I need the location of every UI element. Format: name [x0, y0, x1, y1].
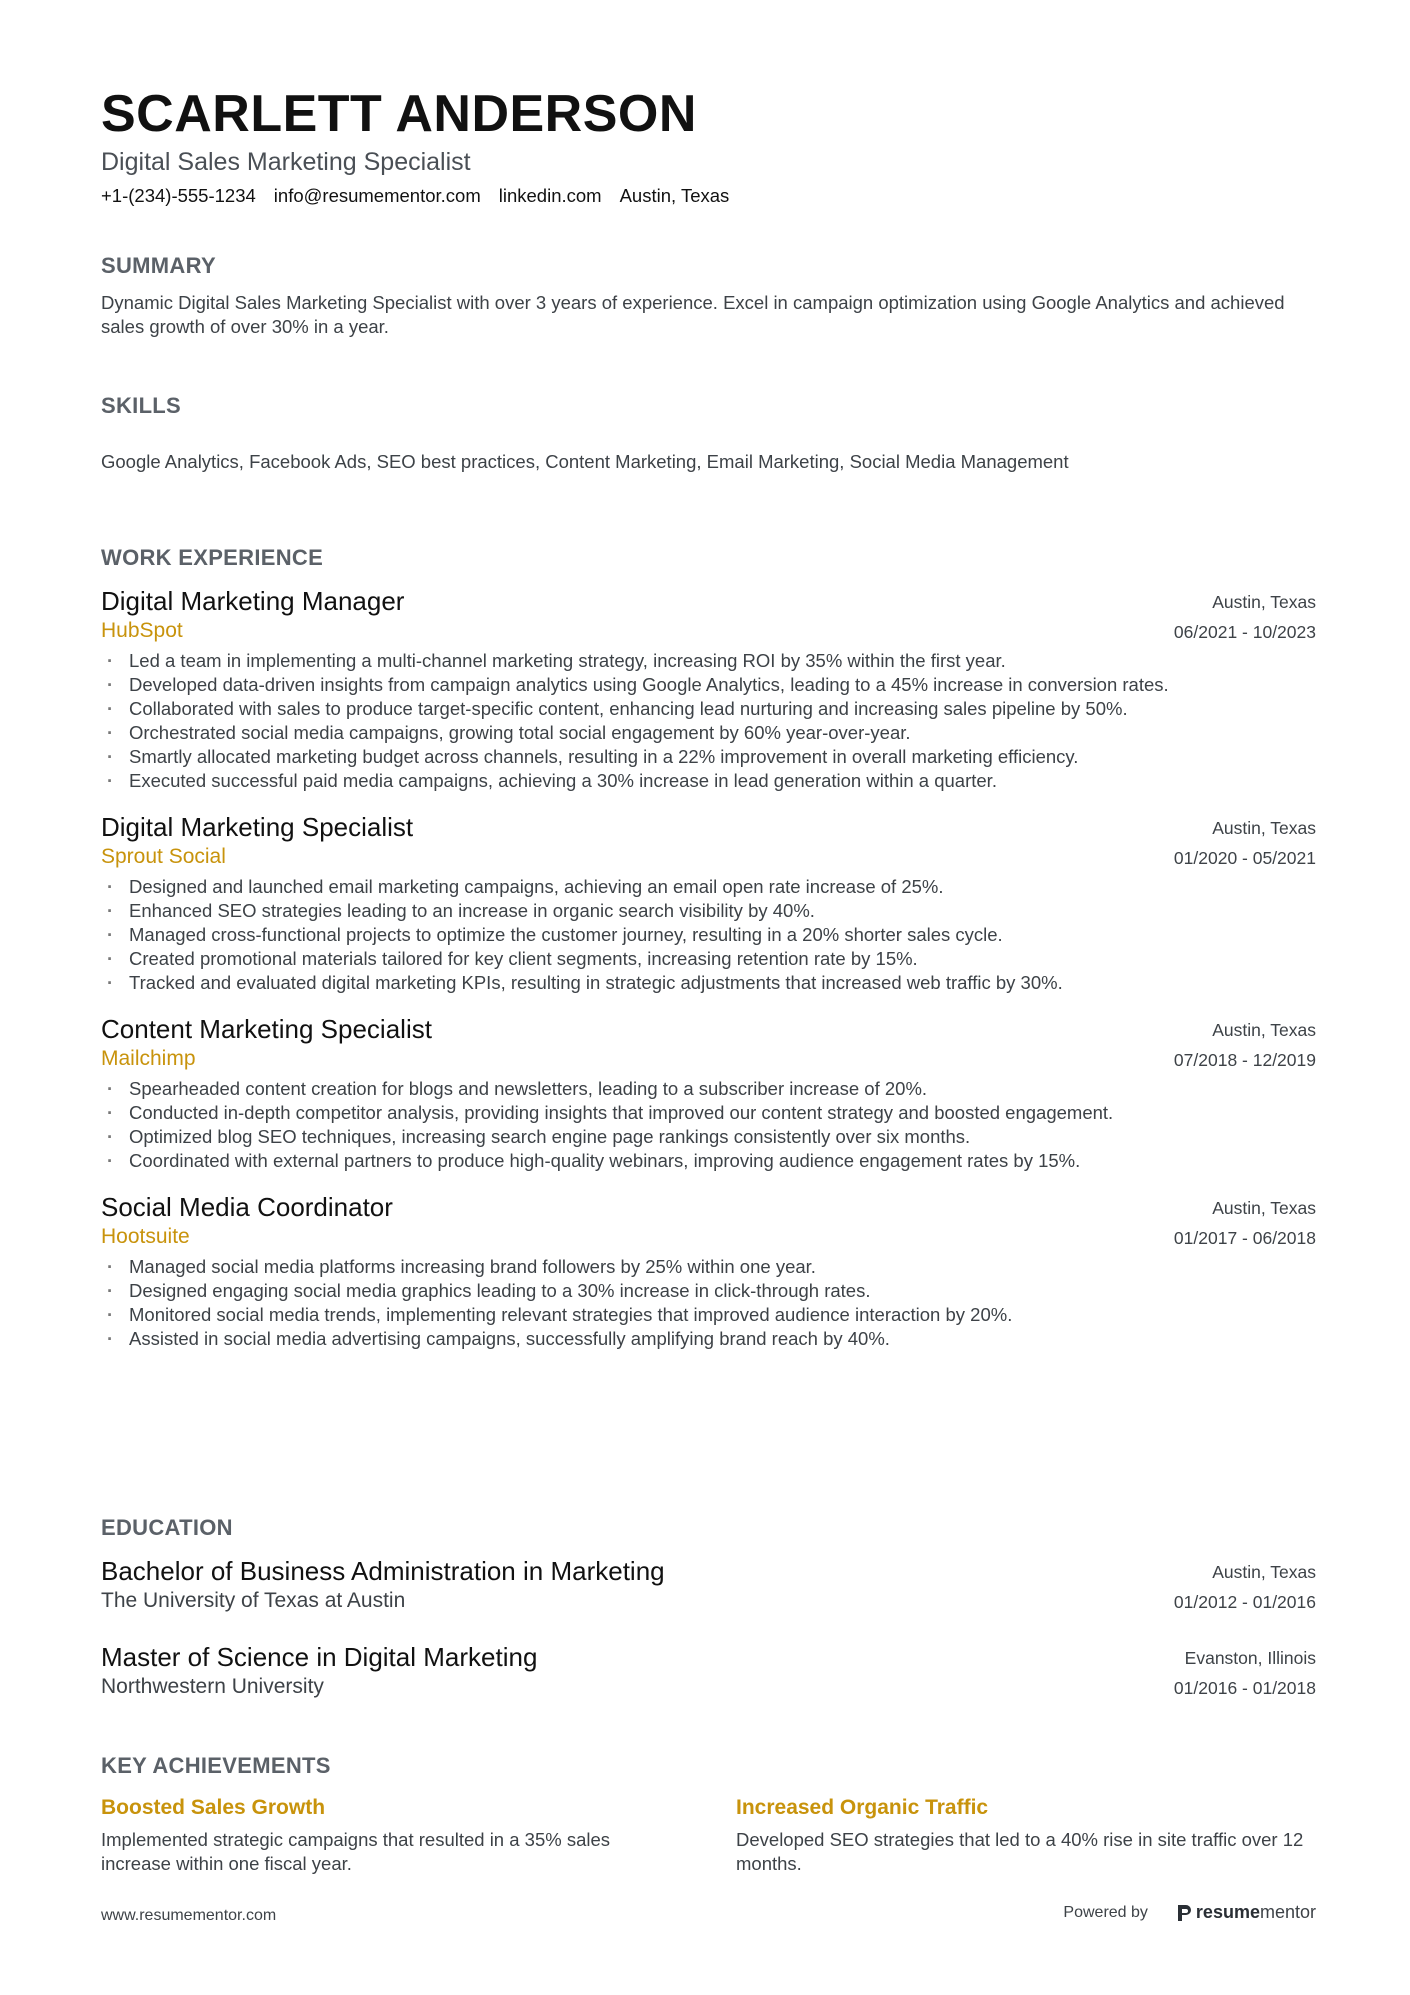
resume-page — [101, 85, 1316, 1874]
job-entry — [101, 1191, 1316, 1351]
job-bullet: · Smartly allocated marketing budget across channels, resulting in a 22% improvement in overall marketing efficiency. — [101, 745, 1316, 769]
job-entry — [101, 1013, 1316, 1173]
job-bullet: · Managed social media platforms increasing brand followers by 25% within one year. — [101, 1255, 1316, 1279]
education-dates: 01/2016 - 01/2018 — [1173, 1678, 1316, 1698]
brand-name-light: mentor — [1259, 1902, 1316, 1922]
job-bullet: · Created promotional materials tailored for key client segments, increasing retention rate by 15%. — [101, 947, 1316, 971]
contact-line — [101, 184, 1316, 208]
job-bullet: · Tracked and evaluated digital marketing KPIs, resulting in strategic adjustments that increased web traffic by 30%. — [101, 971, 1316, 995]
achievement-item — [101, 1794, 676, 1876]
work-experience-section — [101, 544, 1316, 1351]
job-entry — [101, 811, 1316, 995]
job-location: Austin, Texas — [1212, 818, 1316, 838]
brand-name-bold: resume — [1195, 1902, 1260, 1922]
education-title: EDUCATION — [101, 1515, 233, 1540]
job-company: Hootsuite — [101, 1225, 190, 1248]
achievement-title: Increased Organic Traffic — [736, 1796, 989, 1819]
education-school: The University of Texas at Austin — [101, 1589, 406, 1612]
job-bullet: · Conducted in-depth competitor analysis, providing insights that improved our content strategy and boosted engagement. — [101, 1101, 1316, 1125]
key-achievements-title: KEY ACHIEVEMENTS — [101, 1753, 331, 1778]
job-company: HubSpot — [101, 619, 183, 642]
contact-location: Austin, Texas — [619, 185, 730, 206]
education-school: Northwestern University — [101, 1675, 324, 1698]
education-degree: Master of Science in Digital Marketing — [101, 1642, 538, 1672]
resumementor-logo-icon — [1176, 1903, 1192, 1923]
job-bullet: · Led a team in implementing a multi-channel marketing strategy, increasing ROI by 35% within the first year. — [101, 649, 1316, 673]
job-bullet: · Managed cross-functional projects to optimize the customer journey, resulting in a 20% shorter sales cycle. — [101, 923, 1316, 947]
job-dates: 07/2018 - 12/2019 — [1173, 1050, 1316, 1070]
job-title: Digital Marketing Specialist — [101, 812, 414, 842]
job-bullets — [101, 875, 1316, 995]
skills-section — [101, 392, 1316, 474]
job-bullet: · Collaborated with sales to produce target-specific content, enhancing lead nurturing and increasing sales pipeline by 50%. — [101, 697, 1316, 721]
footer-branding — [1063, 1902, 1316, 1923]
job-bullets — [101, 1077, 1316, 1173]
job-location: Austin, Texas — [1212, 592, 1316, 612]
key-achievements-section — [101, 1752, 1316, 1876]
job-company: Mailchimp — [101, 1047, 196, 1070]
achievement-item — [736, 1794, 1311, 1876]
job-title: Content Marketing Specialist — [101, 1014, 432, 1044]
education-section — [101, 1514, 1316, 1703]
achievement-desc: Implemented strategic campaigns that resulted in a 35% sales increase within one fiscal year. — [101, 1829, 611, 1874]
candidate-headline: Digital Sales Marketing Specialist — [101, 148, 471, 176]
education-dates: 01/2012 - 01/2016 — [1173, 1592, 1316, 1612]
achievement-title: Boosted Sales Growth — [101, 1796, 326, 1819]
contact-email[interactable]: info@resumementor.com — [273, 185, 481, 206]
work-experience-title: WORK EXPERIENCE — [101, 545, 324, 570]
job-bullet: · Coordinated with external partners to produce high-quality webinars, improving audience engagement rates by 15%. — [101, 1149, 1316, 1173]
skills-title: SKILLS — [101, 393, 182, 418]
summary-section — [101, 252, 1316, 339]
job-bullets — [101, 649, 1316, 793]
job-location: Austin, Texas — [1212, 1020, 1316, 1040]
job-bullet: · Orchestrated social media campaigns, growing total social engagement by 60% year-over-year. — [101, 721, 1316, 745]
achievement-desc: Developed SEO strategies that led to a 40% rise in site traffic over 12 months. — [736, 1829, 1304, 1874]
job-bullet: · Enhanced SEO strategies leading to an increase in organic search visibility by 40%. — [101, 899, 1316, 923]
job-bullet: · Developed data-driven insights from campaign analytics using Google Analytics, leading to a 45% increase in conversion rates. — [101, 673, 1316, 697]
job-bullet: · Monitored social media trends, implementing relevant strategies that improved audience interaction by 20%. — [101, 1303, 1316, 1327]
education-location: Austin, Texas — [1212, 1562, 1316, 1582]
footer-website[interactable]: www.resumementor.com — [101, 1907, 277, 1924]
contact-phone: +1-(234)-555-1234 — [101, 185, 256, 206]
candidate-name: SCARLETT ANDERSON — [101, 85, 697, 143]
skills-text: Google Analytics, Facebook Ads, SEO best practices, Content Marketing, Email Marketing, Social Media Management — [101, 451, 1069, 472]
job-bullet: · Designed and launched email marketing campaigns, achieving an email open rate increase of 25%. — [101, 875, 1316, 899]
education-degree: Bachelor of Business Administration in Marketing — [101, 1556, 665, 1586]
education-entry — [101, 1555, 1316, 1617]
job-bullet: · Executed successful paid media campaigns, achieving a 30% increase in lead generation within a quarter. — [101, 769, 1316, 793]
powered-by-label: Powered by — [1063, 1903, 1148, 1921]
summary-title: SUMMARY — [101, 253, 216, 278]
summary-text: Dynamic Digital Sales Marketing Specialist with over 3 years of experience. Excel in campaign optimization using Google Analytics and achieved sales growth of over 30% in a year. — [101, 292, 1285, 337]
education-entry — [101, 1641, 1316, 1703]
job-location: Austin, Texas — [1212, 1198, 1316, 1218]
job-dates: 06/2021 - 10/2023 — [1173, 622, 1316, 642]
job-title: Social Media Coordinator — [101, 1192, 393, 1222]
job-entry — [101, 585, 1316, 793]
contact-linkedin[interactable]: linkedin.com — [498, 185, 602, 206]
education-location: Evanston, Illinois — [1184, 1648, 1316, 1668]
job-company: Sprout Social — [101, 845, 226, 868]
job-bullet: · Optimized blog SEO techniques, increasing search engine page rankings consistently over six months. — [101, 1125, 1316, 1149]
job-bullet: · Spearheaded content creation for blogs and newsletters, leading to a subscriber increase of 20%. — [101, 1077, 1316, 1101]
job-bullet: · Assisted in social media advertising campaigns, successfully amplifying brand reach by 40%. — [101, 1327, 1316, 1351]
job-bullet: · Designed engaging social media graphics leading to a 30% increase in click-through rates. — [101, 1279, 1316, 1303]
job-title: Digital Marketing Manager — [101, 586, 405, 616]
brand-logo[interactable] — [1176, 1902, 1316, 1923]
job-bullets — [101, 1255, 1316, 1351]
job-dates: 01/2017 - 06/2018 — [1173, 1228, 1316, 1248]
job-dates: 01/2020 - 05/2021 — [1173, 848, 1316, 868]
